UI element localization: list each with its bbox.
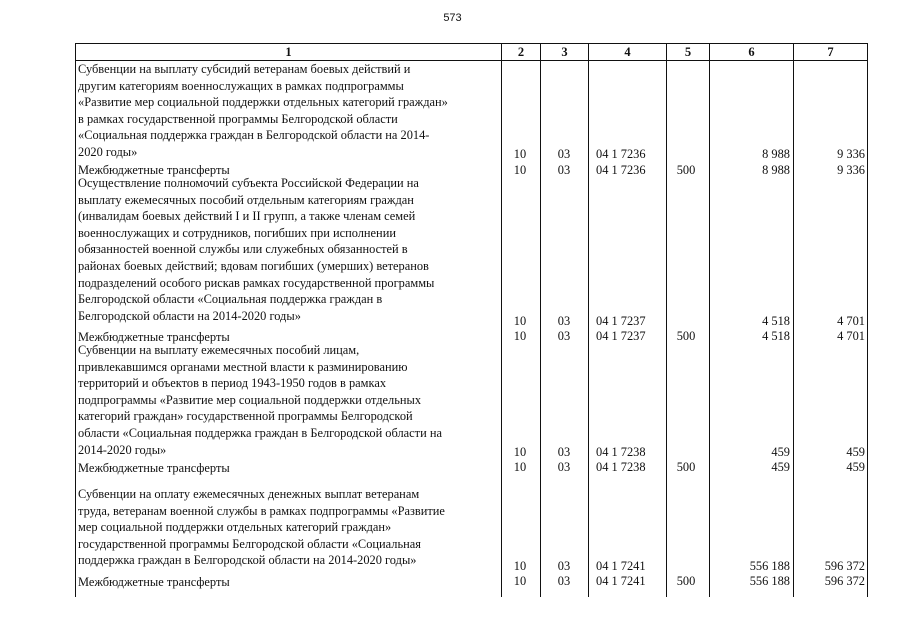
row-description: Субвенции на выплату ежемесячных пособий лицам, привлекавшимся органами местной власти к разминированию территорий и объектов в период 1943-1950 годов в рамках подпрограммы «Развитие мер социальной поддержки отдельных категорий граждан» государственной программы Белгородской области «Социальная поддержка граждан в Белгородской области на 2014-2020 годы»	[78, 343, 442, 457]
row-target-code: 04 1 7241	[596, 559, 646, 573]
row-description: Межбюджетные трансферты	[78, 575, 230, 589]
column-header-7: 7	[827, 45, 834, 59]
row-target-code: 04 1 7237	[596, 329, 646, 343]
row-description: Межбюджетные трансферты	[78, 330, 230, 344]
row-amount-year1: 556 188	[749, 574, 790, 588]
row-subsection: 03	[557, 559, 571, 573]
table-top-border	[75, 43, 868, 44]
row-section: 10	[513, 445, 527, 459]
row-section: 10	[513, 163, 527, 177]
row-subsection: 03	[557, 329, 571, 343]
row-description: Межбюджетные трансферты	[78, 461, 230, 475]
row-description: Межбюджетные трансферты	[78, 163, 230, 177]
column-divider	[588, 43, 589, 597]
row-description: Субвенции на выплату субсидий ветеранам боевых действий и другим категориям военнослужащих в рамках подпрограммы «Развитие мер социальной поддержки отдельных категорий граждан» в рамках государственной программы Белгородской области «Социальная поддержка граждан в Белгородской области на 2014- 2020 годы»	[78, 62, 448, 159]
column-divider	[867, 43, 868, 597]
row-amount-year1: 8 988	[762, 147, 790, 161]
row-description: Осуществление полномочий субъекта Российской Федерации на выплату ежемесячных пособий отдельным категориям граждан (инвалидам боевых действий I и II групп, а также членам семей военнослужащих и сотрудников, погибших при исполнении обязанностей военной службы или служебных обязанностей в районах боевых действий; вдовам погибших (умерших) ветеранов подразделений особого рискав рамках государственной программы Белгородской области «Социальная поддержка граждан в Белгородской области на 2014-2020 годы»	[78, 176, 435, 323]
row-target-code: 04 1 7238	[596, 460, 646, 474]
row-amount-year1: 556 188	[749, 559, 790, 573]
row-amount-year2: 596 372	[824, 559, 865, 573]
row-subsection: 03	[557, 445, 571, 459]
column-header-6: 6	[748, 45, 755, 59]
row-target-code: 04 1 7241	[596, 574, 646, 588]
row-amount-year2: 4 701	[837, 329, 865, 343]
row-target-code: 04 1 7236	[596, 163, 646, 177]
row-subsection: 03	[557, 314, 571, 328]
row-amount-year2: 459	[846, 460, 865, 474]
column-divider	[540, 43, 541, 597]
row-section: 10	[513, 574, 527, 588]
row-section: 10	[513, 460, 527, 474]
row-subsection: 03	[557, 460, 571, 474]
row-amount-year1: 4 518	[762, 329, 790, 343]
row-expense-type: 500	[676, 574, 696, 588]
row-target-code: 04 1 7236	[596, 147, 646, 161]
row-amount-year1: 8 988	[762, 163, 790, 177]
row-amount-year2: 596 372	[824, 574, 865, 588]
row-amount-year1: 459	[771, 445, 790, 459]
row-target-code: 04 1 7237	[596, 314, 646, 328]
row-target-code: 04 1 7238	[596, 445, 646, 459]
column-header-3: 3	[561, 45, 568, 59]
column-divider	[75, 43, 76, 597]
column-header-4: 4	[624, 45, 631, 59]
row-amount-year1: 4 518	[762, 314, 790, 328]
row-amount-year1: 459	[771, 460, 790, 474]
column-header-2: 2	[517, 45, 525, 59]
row-subsection: 03	[557, 147, 571, 161]
row-subsection: 03	[557, 163, 571, 177]
row-subsection: 03	[557, 574, 571, 588]
column-divider	[793, 43, 794, 597]
column-divider	[666, 43, 667, 597]
row-section: 10	[513, 147, 527, 161]
row-amount-year2: 9 336	[837, 147, 865, 161]
column-header-5: 5	[684, 45, 692, 59]
row-amount-year2: 4 701	[837, 314, 865, 328]
row-amount-year2: 459	[846, 445, 865, 459]
page-number: 573	[443, 12, 462, 24]
row-expense-type: 500	[676, 460, 696, 474]
row-amount-year2: 9 336	[837, 163, 865, 177]
column-divider	[501, 43, 502, 597]
column-header-1: 1	[285, 45, 292, 59]
row-description: Субвенции на оплату ежемесячных денежных выплат ветеранам труда, ветеранам военной службы в рамках подпрограммы «Развитие мер социальной поддержки отдельных категорий граждан» государственной программы Белгородской области «Социальная поддержка граждан в Белгородской области на 2014-2020 годы»	[78, 487, 445, 568]
row-section: 10	[513, 329, 527, 343]
row-expense-type: 500	[676, 329, 696, 343]
row-expense-type: 500	[676, 163, 696, 177]
row-section: 10	[513, 559, 527, 573]
row-section: 10	[513, 314, 527, 328]
